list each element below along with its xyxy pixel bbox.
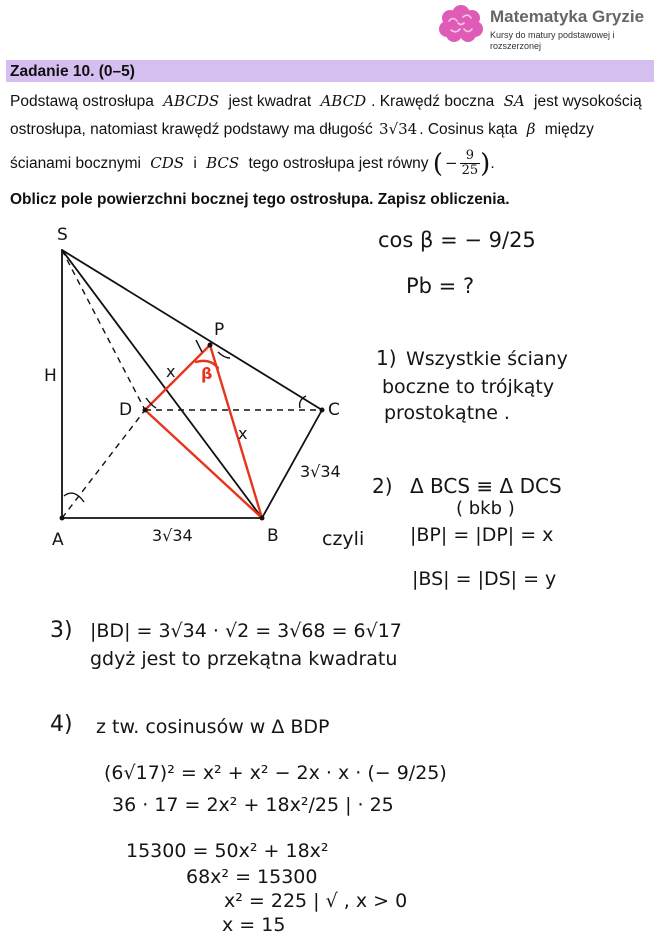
step2-line4: |BS| = |DS| = y [412,568,557,590]
denominator: 25 [461,163,479,179]
paren-open: ( [432,148,444,179]
math: β [526,120,536,138]
text: Podstawą ostrosłupa [10,93,154,110]
equation-6: x = 15 [222,914,286,936]
task-title: Zadanie 10. (0–5) [10,63,135,80]
step2-czyli: czyli [322,528,365,550]
brand-subtitle: Kursy do matury podstawowej i rozszerzonej [490,30,615,51]
paren-close: ) [480,148,491,179]
step4-title: z tw. cosinusów w Δ BDP [96,716,330,738]
vertex-D-dot [143,408,148,413]
label-x-BP: x [238,424,248,443]
equation-1: (6√17)² = x² + x² − 2x · x · (− 9/25) [104,762,447,784]
label-C: C [328,400,340,420]
edge-SD-hidden [62,250,145,410]
step2-line2: ( bkb ) [456,498,515,519]
vertex-A-dot [60,516,65,521]
label-D: D [119,400,133,420]
edge-SB [62,250,262,518]
right-angle-P1 [196,340,202,352]
text: ostrosłupa, natomiast krawędź podstawy ma długość [10,121,373,138]
edge-AD-hidden [62,410,145,518]
given-cos: cos β = − 9/25 [378,228,536,252]
math: ABCDS [163,92,220,110]
vertex-P-dot [208,343,213,348]
step1-line3: prostokątne . [384,402,510,424]
numerator: 9 [465,148,475,164]
math: BCS [206,154,240,172]
segment-BP [210,345,262,518]
step2-line3: |BP| = |DP| = x [410,524,554,546]
step1-number: 1) [376,346,397,370]
math: SA [503,92,525,110]
text: tego ostrosłupa jest równy [248,155,429,172]
text: i [193,155,197,172]
step2-number: 2) [372,474,393,498]
given-pb: Pb = ? [406,274,475,298]
label-x-DP: x [166,362,176,381]
label-A: A [52,530,64,550]
math: 3√34 [379,120,418,138]
math: − [445,154,458,172]
step2-line1: Δ BCS ≡ Δ DCS [410,474,562,498]
label-P: P [214,320,225,340]
label-edge-BC: 3√34 [300,462,341,481]
vertex-B-dot [260,516,265,521]
brand-title: Matematyka Gryzie [490,7,645,26]
text: . Krawędź boczna [371,93,495,110]
label-S: S [57,225,68,245]
step4-number: 4) [50,712,73,737]
edge-SC [62,250,322,410]
task-instruction: Oblicz pole powierzchni bocznej tego ostrosłupa. Zapisz obliczenia. [10,191,510,208]
label-edge-AB: 3√34 [152,526,193,545]
math: ABCD [320,92,367,110]
equation-3: 15300 = 50x² + 18x² [126,840,329,862]
step1-line1: Wszystkie ściany [406,348,568,370]
text: ścianami bocznymi [10,155,141,172]
right-angle-A [64,493,84,502]
step3-number: 3) [50,618,73,643]
text: między [544,121,594,138]
label-B: B [267,526,279,546]
text: . Cosinus kąta [419,121,518,138]
step3-line2: gdyż jest to przekątna kwadratu [90,648,398,670]
equation-4: 68x² = 15300 [186,866,318,888]
label-H: H [44,366,57,386]
equation-2: 36 · 17 = 2x² + 18x²/25 | · 25 [112,794,394,816]
vertex-C-dot [320,408,325,413]
step1-line2: boczne to trójkąty [382,376,555,398]
step3-line1: |BD| = 3√34 · √2 = 3√68 = 6√17 [90,620,402,642]
label-beta: β [201,364,213,383]
text: . [490,155,495,172]
equation-5: x² = 225 | √ , x > 0 [224,890,408,912]
text: jest kwadrat [228,93,312,110]
math: CDS [150,154,185,172]
text: jest wysokością [534,93,642,110]
